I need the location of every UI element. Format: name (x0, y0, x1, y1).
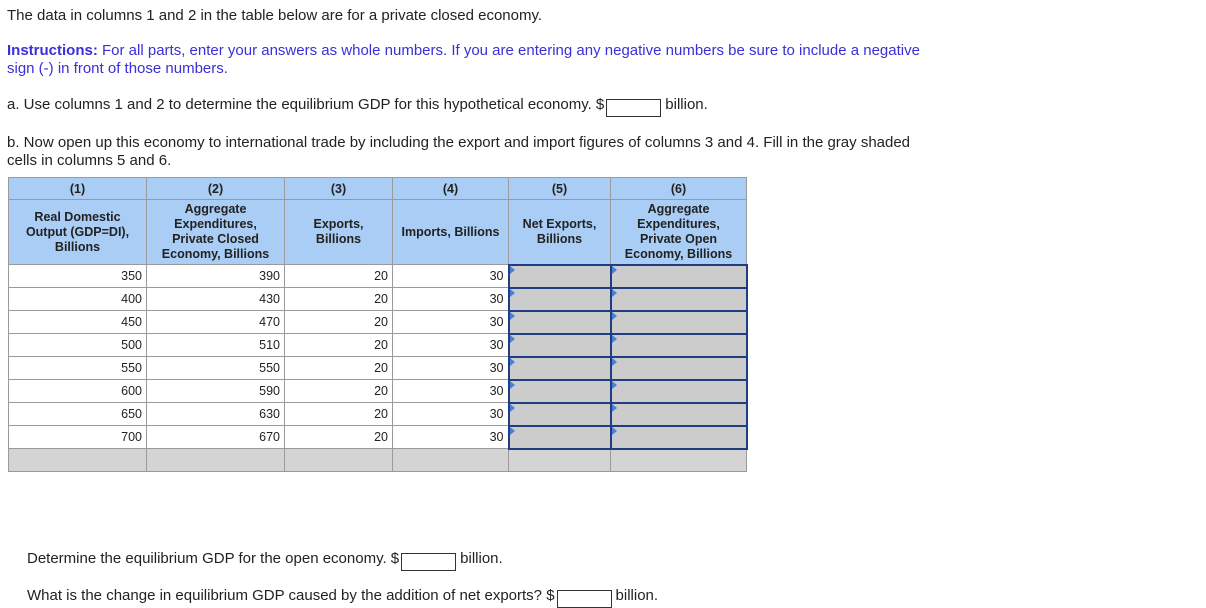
header-real-domestic-output (9, 200, 147, 265)
table-footer-cell (9, 449, 147, 472)
net-exports-input-cell[interactable] (509, 334, 611, 357)
col-number-3: (3) (285, 178, 393, 200)
column-header-row (9, 200, 747, 265)
table-cell: 350 (9, 265, 147, 288)
aggregate-open-input-cell[interactable] (611, 334, 747, 357)
header-line: Aggregate (184, 202, 247, 216)
header-line: Aggregate (647, 201, 710, 216)
table-cell: 590 (147, 380, 285, 403)
header-aggregate-expenditures-closed (147, 200, 285, 265)
table-cell: 550 (147, 357, 285, 380)
table-footer-cell (393, 449, 509, 472)
header-line: Private Closed (172, 232, 259, 246)
table-cell: 630 (147, 403, 285, 426)
aggregate-open-input-cell[interactable] (611, 403, 747, 426)
table-cell: 470 (147, 311, 285, 334)
column-number-row (9, 178, 747, 200)
aggregate-open-input-cell[interactable] (611, 265, 747, 288)
header-line: Expenditures, (174, 217, 257, 231)
net-exports-input-cell[interactable] (509, 311, 611, 334)
header-imports (393, 200, 509, 265)
table-cell: 30 (393, 380, 509, 403)
net-exports-input-cell[interactable] (509, 288, 611, 311)
instructions-label: Instructions: (7, 42, 98, 59)
part-a-prompt: a. Use columns 1 and 2 to determine the equilibrium GDP for this hypothetical economy. $ (7, 96, 605, 113)
table-cell: 20 (285, 403, 393, 426)
header-line: Billions (54, 239, 101, 254)
table-cell: 430 (147, 288, 285, 311)
header-line: Real Domestic (34, 209, 121, 224)
table-cell: 20 (285, 311, 393, 334)
header-line: Exports, (313, 217, 364, 231)
table-cell: 20 (285, 426, 393, 449)
table-cell: 20 (285, 288, 393, 311)
change-gdp-unit: billion. (615, 587, 659, 604)
open-economy-question (27, 550, 503, 571)
table-cell: 700 (9, 426, 147, 449)
col-number-1: (1) (9, 178, 147, 200)
table-row (9, 334, 747, 357)
header-line: Output (GDP=DI), (25, 224, 130, 239)
part-b-question: b. Now open up this economy to international trade by including the export and import figures of columns 3 and 4. Fill in the gray shaded cells in columns 5 and 6. (7, 134, 911, 169)
table-cell: 20 (285, 357, 393, 380)
table-cell: 30 (393, 357, 509, 380)
col-number-5: (5) (509, 178, 611, 200)
table-cell: 30 (393, 311, 509, 334)
col-number-4: (4) (393, 178, 509, 200)
table-row (9, 357, 747, 380)
open-gdp-unit: billion. (460, 550, 503, 567)
table-row (9, 380, 747, 403)
aggregate-open-input-cell[interactable] (611, 426, 747, 449)
header-net-exports (509, 200, 611, 265)
aggregate-open-input-cell[interactable] (611, 357, 747, 380)
table-footer-row (9, 449, 747, 472)
col-number-6: (6) (611, 178, 747, 200)
table-row (9, 265, 747, 288)
table-row (9, 311, 747, 334)
header-line: Billions (536, 231, 583, 246)
header-line: Private Open (639, 231, 718, 246)
table-cell: 670 (147, 426, 285, 449)
table-cell: 30 (393, 426, 509, 449)
table-cell: 20 (285, 334, 393, 357)
table-cell: 550 (9, 357, 147, 380)
header-line: Imports, Billions (401, 224, 500, 239)
header-line: Expenditures, (637, 216, 720, 231)
table-cell: 30 (393, 288, 509, 311)
table-footer-cell (509, 449, 611, 472)
instructions-text: For all parts, enter your answers as whole numbers. If you are entering any negative numbers be sure to include a negative sign (-) in front of those numbers. (7, 42, 920, 77)
header-line: Economy, Billions (624, 246, 733, 261)
header-line: Economy, Billions (161, 247, 270, 261)
header-exports (285, 200, 393, 265)
table-row (9, 288, 747, 311)
intro-text: The data in columns 1 and 2 in the table below are for a private closed economy. (7, 7, 543, 24)
table-cell: 600 (9, 380, 147, 403)
table-row (9, 403, 747, 426)
table-cell: 30 (393, 403, 509, 426)
open-gdp-prompt: Determine the equilibrium GDP for the open economy. $ (27, 550, 400, 567)
aggregate-open-input-cell[interactable] (611, 288, 747, 311)
table-cell: 510 (147, 334, 285, 357)
open-gdp-answer-input[interactable] (401, 553, 456, 571)
header-aggregate-expenditures-open (611, 200, 747, 265)
table-cell: 30 (393, 334, 509, 357)
table-cell: 20 (285, 265, 393, 288)
change-gdp-question (27, 587, 658, 608)
net-exports-input-cell[interactable] (509, 357, 611, 380)
table-row (9, 426, 747, 449)
table-cell: 390 (147, 265, 285, 288)
col-number-2: (2) (147, 178, 285, 200)
part-a-question (7, 96, 708, 117)
table-footer-cell (147, 449, 285, 472)
net-exports-input-cell[interactable] (509, 403, 611, 426)
table-cell: 500 (9, 334, 147, 357)
change-gdp-prompt: What is the change in equilibrium GDP caused by the addition of net exports? $ (27, 587, 555, 604)
table-cell: 20 (285, 380, 393, 403)
net-exports-input-cell[interactable] (509, 380, 611, 403)
part-a-unit: billion. (665, 96, 708, 113)
economy-table (8, 177, 748, 472)
net-exports-input-cell[interactable] (509, 265, 611, 288)
aggregate-open-input-cell[interactable] (611, 380, 747, 403)
net-exports-input-cell[interactable] (509, 426, 611, 449)
change-gdp-answer-input[interactable] (557, 590, 612, 608)
table-cell: 400 (9, 288, 147, 311)
table-cell: 30 (393, 265, 509, 288)
table-cell: 450 (9, 311, 147, 334)
table-cell: 650 (9, 403, 147, 426)
instructions (7, 42, 937, 78)
part-a-answer-input[interactable] (606, 99, 661, 117)
table-footer-cell (611, 449, 747, 472)
header-line: Billions (315, 232, 362, 246)
aggregate-open-input-cell[interactable] (611, 311, 747, 334)
header-line: Net Exports, (522, 216, 597, 231)
table-footer-cell (285, 449, 393, 472)
